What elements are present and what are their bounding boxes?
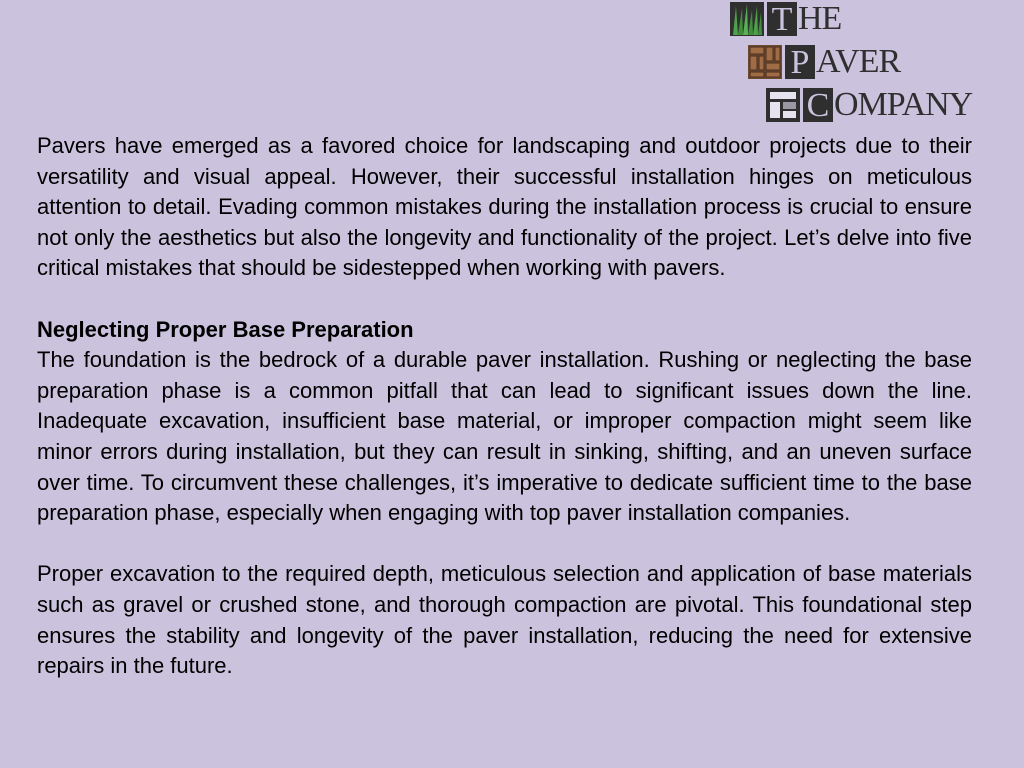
logo-letter-c: C [803,88,833,122]
paragraph-spacer [37,284,972,315]
paver-brick-icon [748,45,782,79]
intro-paragraph: Pavers have emerged as a favored choice for landscaping and outdoor projects due to their versatility and visual appeal. However, their successful installation hinges on meticulous attention to detail. Evading common mistakes during the installation process is crucial to ensure not only the aesthetics but also the longevity and functionality of the project. Let’s delve into five critical mistakes that should be sidestepped when working with pavers. [37,133,972,281]
company-logo [730,0,1022,126]
section-paragraph-1: The foundation is the bedrock of a durable paver installation. Rushing or neglecting the base preparation phase is a common pitfall that can lead to significant issues down the line. Inadequate excavation, insufficient base material, or improper compaction might seem like minor errors during installation, but they can result in sinking, shifting, and an uneven surface over time. To circumvent these challenges, it’s imperative to dedicate sufficient time to the base preparation phase, especially when engaging with top paver installation companies. [37,347,972,526]
logo-word-aver: AVER [816,43,901,80]
logo-letter-t: T [767,2,797,36]
section-paragraph-2: Proper excavation to the required depth, meticulous selection and application of base materials such as gravel or crushed stone, and thorough compaction are pivotal. This foundational step ensures the stability and longevity of the paver installation, reducing the need for extensive repairs in the future. [37,561,972,679]
grass-icon [730,2,764,36]
logo-word-ompany: OMPANY [834,86,973,123]
logo-row-the [730,2,841,36]
section-heading: Neglecting Proper Base Preparation [37,316,414,342]
logo-row-paver [748,45,900,79]
paragraph-spacer [37,529,972,560]
logo-letter-p: P [785,45,815,79]
logo-row-company [766,88,972,122]
article-body [37,131,972,682]
logo-word-he: HE [798,0,842,37]
building-blocks-icon [766,88,800,122]
